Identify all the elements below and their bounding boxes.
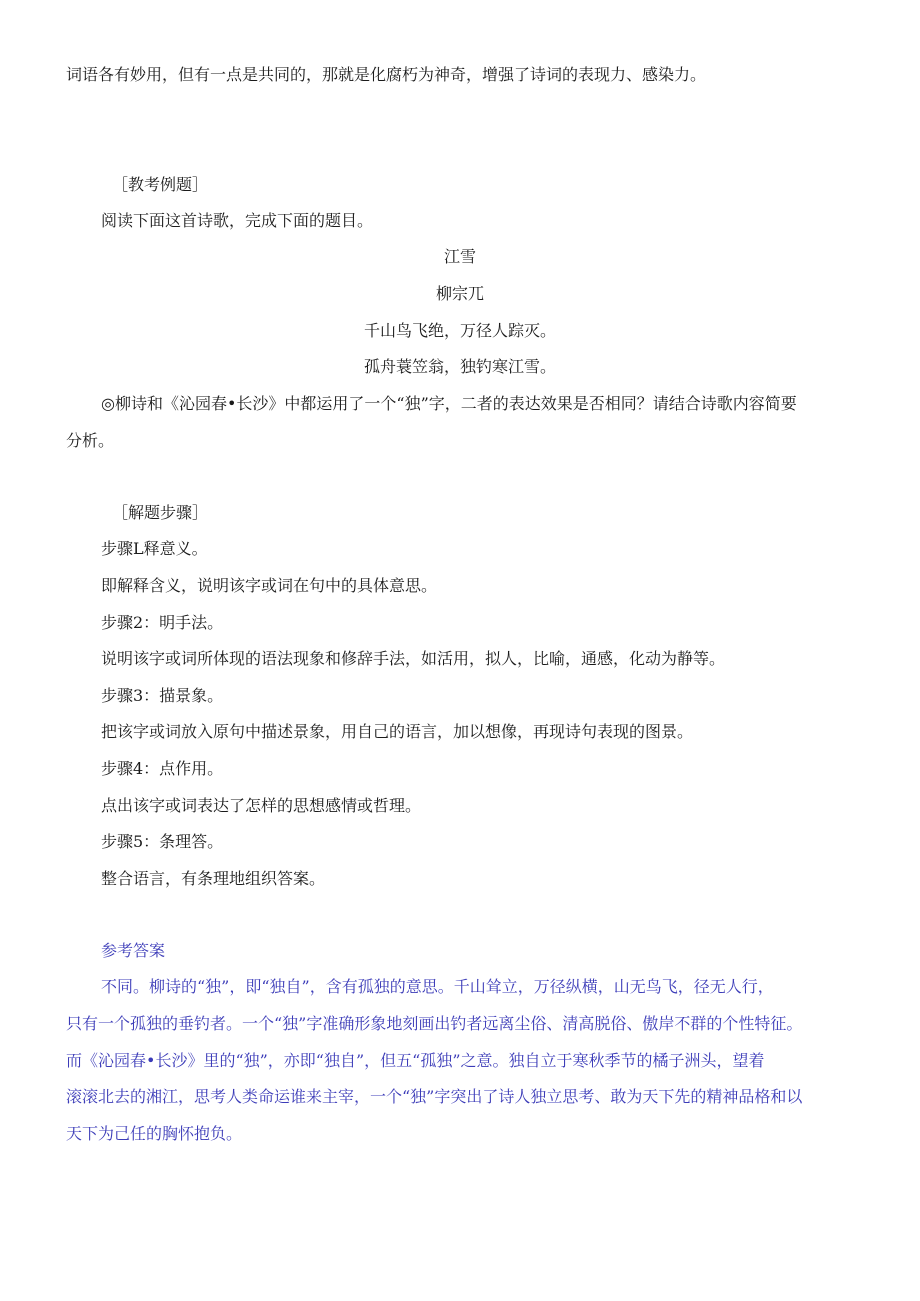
step-3-title: 步骤3：描景象。 [101,686,224,705]
step-3-desc: 把该字或词放入原句中描述景象，用自己的语言，加以想像，再现诗句表现的图景。 [101,722,694,741]
question-line-1: ◎柳诗和《沁园春•长沙》中都运用了一个“独”字，二者的表达效果是否相同？请结合诗歌内容简要 [101,394,797,413]
answer-line-2: 只有一个孤独的垂钓者。一个“独”字准确形象地刻画出钓者远离尘俗、清高脱俗、傲岸不群的个性特征。 [66,1014,803,1033]
question-line-2: 分析。 [66,431,115,450]
example-heading: ［教考例题］ [112,175,209,194]
answer-line-3: 而《沁园春•长沙》里的“独”，亦即“独自”，但五“孤独”之意。独自立于寒秋季节的橘子洲头，望着 [66,1051,765,1070]
step-2-desc: 说明该字或词所体现的语法现象和修辞手法，如活用，拟人，比喻，通感，化动为静等。 [101,649,726,668]
intro-paragraph: 词语各有妙用，但有一点是共同的，那就是化腐朽为神奇，增强了诗词的表现力、感染力。 [66,65,707,84]
step-1-desc: 即解释含义，说明该字或词在句中的具体意思。 [101,576,438,595]
poem-line-2: 孤舟蓑笠翁，独钓寒江雪。 [363,357,556,376]
answer-line-4: 滚滚北去的湘江，思考人类命运谁来主宰，一个“独”字突出了诗人独立思考、敢为天下先的精神品格和以 [66,1087,803,1106]
step-1-title: 步骤L释意义。 [101,539,208,558]
poem-line-1: 千山鸟飞绝，万径人踪灭。 [363,321,556,340]
step-4-desc: 点出该字或词表达了怎样的思想感情或哲理。 [101,796,422,815]
answer-line-1: 不同。柳诗的“独”，即“独自”，含有孤独的意思。千山耸立，万径纵横，山无鸟飞，径无人行， [101,977,774,996]
poem-author: 柳宗兀 [435,284,484,303]
poem-title: 江雪 [443,247,476,266]
step-5-desc: 整合语言，有条理地组织答案。 [101,869,326,888]
example-instruction: 阅读下面这首诗歌，完成下面的题目。 [101,211,374,230]
answer-line-5: 天下为己任的胸怀抱负。 [66,1124,243,1143]
answer-heading: 参考答案 [101,941,166,960]
step-5-title: 步骤5：条理答。 [101,832,224,851]
steps-heading: ［解题步骤］ [112,503,209,522]
step-4-title: 步骤4：点作用。 [101,759,224,778]
step-2-title: 步骤2：明手法。 [101,613,224,632]
